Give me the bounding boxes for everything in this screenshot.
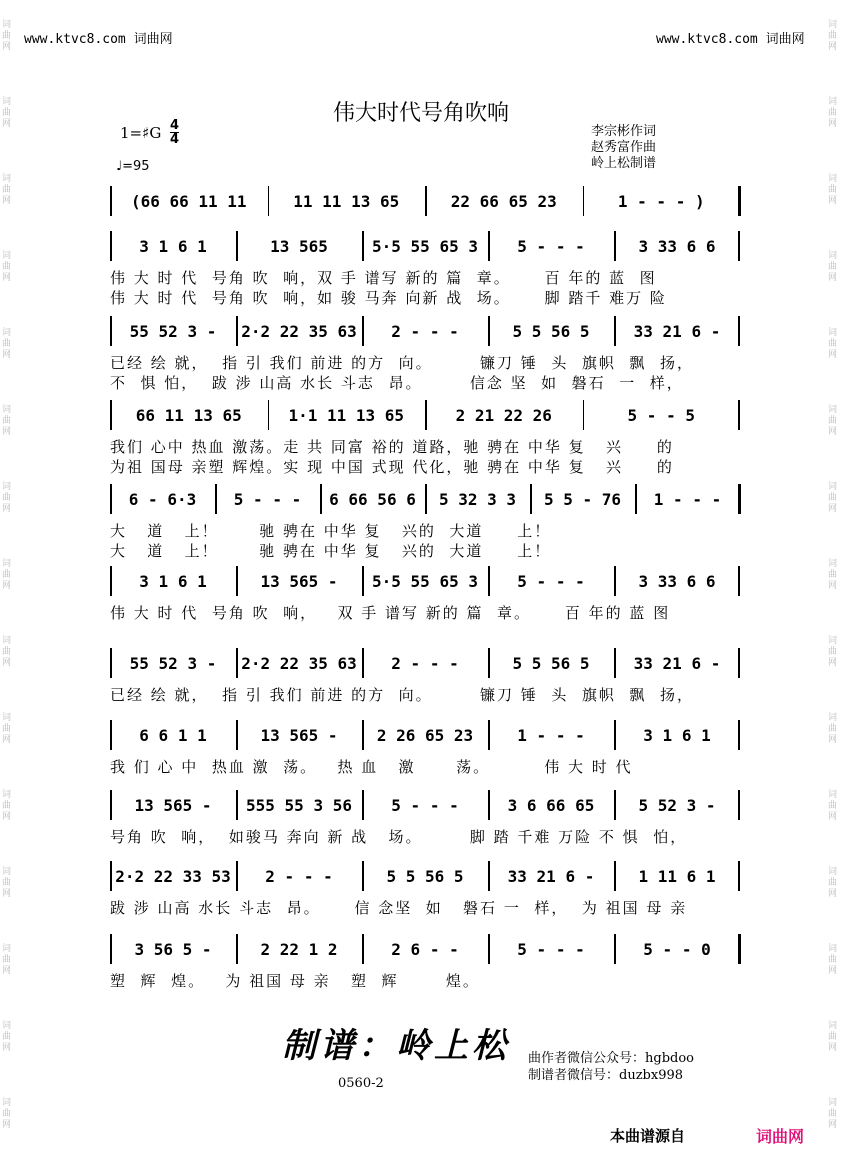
watermark-text: 词曲网: [2, 636, 12, 668]
score-code: 0560-2: [338, 1076, 384, 1091]
bar-line: [236, 566, 238, 596]
score-system: [110, 566, 740, 596]
bar-line: [110, 316, 112, 346]
bar-line: [488, 720, 490, 750]
watermark-text: 词曲网: [828, 1021, 838, 1053]
time-signature-bottom: 4: [170, 132, 180, 147]
bar-line: [635, 484, 637, 514]
bar-line: [362, 566, 364, 596]
measure: 5 32 3 3: [438, 489, 517, 509]
watermark-text: 词曲网: [2, 867, 12, 899]
bar-line: [614, 934, 616, 964]
score-system: [110, 231, 740, 261]
measure: 2·2 22 35 63: [241, 321, 357, 341]
song-title: 伟大时代号角吹响: [332, 101, 509, 126]
measure: 5 - - -: [517, 571, 585, 591]
watermark-text: 词曲网: [828, 20, 838, 52]
bar-line: [738, 790, 740, 820]
measure: 66 11 13 65: [135, 405, 242, 425]
measure: 3 1 6 1: [139, 571, 207, 591]
watermark-text: 词曲网: [2, 328, 12, 360]
bar-line: [236, 316, 238, 346]
bar-line: [488, 648, 490, 678]
score-system: [110, 861, 740, 891]
bar-line: [614, 720, 616, 750]
measure: 2 6 - -: [391, 939, 459, 959]
score-system: [110, 720, 740, 750]
bar-line: [110, 400, 112, 430]
watermark-text: 词曲网: [828, 328, 838, 360]
bar-line: [320, 484, 322, 514]
lyric-line: 大 道 上！ 驰 骋在 中华 复 兴的 大道 上！: [110, 542, 552, 560]
measure: 1 11 6 1: [638, 866, 716, 886]
watermark-text: 词曲网: [828, 636, 838, 668]
watermark-text: 词曲网: [2, 790, 12, 822]
measure: 13 565 -: [260, 725, 338, 745]
bar-line: [425, 186, 427, 216]
composer-credit: 赵秀富作曲: [591, 140, 657, 155]
measure: 13 565: [270, 236, 328, 256]
bar-line: [268, 186, 270, 216]
watermark-text: 词曲网: [2, 1098, 12, 1130]
lyric-line: 塑 辉 煌。 为 祖国 母 亲 塑 辉 煌。: [110, 972, 480, 990]
watermark-text: 词曲网: [2, 405, 12, 437]
bar-line: [738, 566, 740, 596]
lyric-line: 我们 心中 热血 激荡。走 共 同富 裕的 道路，驰 骋在 中华 复 兴 的: [110, 438, 674, 456]
bar-line: [488, 566, 490, 596]
bar-line: [236, 231, 238, 261]
measure: 5 - - -: [391, 795, 459, 815]
bar-line: [110, 566, 112, 596]
measure: 1·1 11 13 65: [288, 405, 405, 425]
bar-line: [215, 484, 217, 514]
measure: 5·5 55 65 3: [372, 236, 478, 256]
watermark-text: 词曲网: [828, 97, 838, 129]
bar-line: [110, 861, 112, 891]
bar-line: [110, 648, 112, 678]
watermark-text: 词曲网: [828, 405, 838, 437]
bar-line: [614, 790, 616, 820]
measure: 5 - - -: [517, 939, 585, 959]
arranger-credit: 岭上松制谱: [591, 156, 657, 171]
measure: 3 56 5 -: [134, 939, 212, 959]
bar-line: [738, 861, 740, 891]
bar-line: [488, 231, 490, 261]
measure: 5 - - -: [233, 489, 302, 509]
score-system: [110, 934, 740, 964]
measure: 2·2 22 35 63: [241, 653, 357, 673]
bar-line: [362, 316, 364, 346]
score-system: [110, 400, 740, 430]
bar-line: [110, 790, 112, 820]
score-system: [110, 316, 740, 346]
measure: 2 - - -: [391, 653, 459, 673]
measure: 5 - - -: [517, 236, 585, 256]
measure: 5 52 3 -: [638, 795, 716, 815]
bar-line: [614, 231, 616, 261]
measure: 2 26 65 23: [376, 725, 474, 745]
measure: 555 55 3 56: [246, 795, 352, 815]
score-system: [110, 484, 740, 514]
measure: 6 - 6·3: [128, 489, 197, 509]
measure: 3 1 6 1: [643, 725, 711, 745]
time-signature: [170, 119, 179, 146]
bar-line: [110, 186, 112, 216]
lyric-line: 已经 绘 就， 指 引 我们 前进 的方 向。 镰刀 锤 头 旗帜 飘 扬，: [110, 686, 694, 704]
measure: 13 565 -: [134, 795, 212, 815]
bar-line: [614, 861, 616, 891]
measure: 3 33 6 6: [638, 236, 716, 256]
header-right: www.ktvc8.com 词曲网: [656, 32, 805, 47]
watermark-text: 词曲网: [2, 713, 12, 745]
lyricist-credit: 李宗彬作词: [591, 124, 657, 139]
bar-line: [362, 648, 364, 678]
watermark-text: 词曲网: [828, 174, 838, 206]
measure: 2·2 22 33 53: [115, 866, 231, 886]
measure: 3 33 6 6: [638, 571, 716, 591]
bar-line: [614, 316, 616, 346]
lyric-line: 跋 涉 山高 水长 斗志 昂。 信 念坚 如 磐石 一 样， 为 祖国 母 亲: [110, 899, 688, 917]
bar-line: [236, 934, 238, 964]
bar-line: [488, 316, 490, 346]
bar-line: [488, 790, 490, 820]
bar-line: [110, 720, 112, 750]
watermark-text: 词曲网: [2, 251, 12, 283]
arranger-signature: 制谱：岭上松: [282, 1026, 510, 1066]
bar-line: [110, 484, 112, 514]
measure: 55 52 3 -: [129, 321, 217, 341]
measure: 33 21 6 -: [633, 653, 721, 673]
measure: 2 21 22 26: [455, 405, 552, 425]
measure: 1 - - -: [653, 489, 722, 509]
bar-line: [614, 648, 616, 678]
arranger-contact: 制谱者微信号：duzbx998: [528, 1068, 684, 1083]
measure: 1 - - -: [517, 725, 585, 745]
lyric-line: 伟 大 时 代 号角 吹 响， 双 手 谱写 新的 篇 章。 百 年的 蓝 图: [110, 604, 671, 622]
measure: 5 - - 0: [643, 939, 711, 959]
watermark-text: 词曲网: [2, 559, 12, 591]
measure: 5·5 55 65 3: [372, 571, 478, 591]
lyric-line: 大 道 上！ 驰 骋在 中华 复 兴的 大道 上！: [110, 522, 552, 540]
lyric-line: 已经 绘 就， 指 引 我们 前进 的方 向。 镰刀 锤 头 旗帜 飘 扬，: [110, 354, 694, 372]
measure: 2 - - -: [391, 321, 459, 341]
bar-line: [110, 231, 112, 261]
measure: 33 21 6 -: [507, 866, 595, 886]
composer-contact: 曲作者微信公众号：hgbdoo: [528, 1051, 694, 1066]
measure: 13 565 -: [260, 571, 338, 591]
bar-line: [614, 566, 616, 596]
measure: 5 5 56 5: [386, 866, 464, 886]
watermark-text: 词曲网: [828, 1098, 838, 1130]
measure: 22 66 65 23: [450, 191, 557, 211]
bar-line: [530, 484, 532, 514]
measure: 5 5 56 5: [512, 321, 590, 341]
measure: 3 1 6 1: [139, 236, 207, 256]
tempo-marking: ♩=95: [116, 159, 150, 174]
bar-line: [236, 790, 238, 820]
bar-line: [583, 186, 585, 216]
bar-line: [236, 648, 238, 678]
bar-line: [268, 400, 270, 430]
watermark-text: 词曲网: [2, 482, 12, 514]
measure: 5 - - 5: [627, 405, 695, 425]
bar-line: [738, 720, 740, 750]
measure: (66 66 11 11: [130, 191, 247, 211]
watermark-text: 词曲网: [828, 251, 838, 283]
bar-line: [362, 790, 364, 820]
watermark-text: 词曲网: [828, 867, 838, 899]
time-signature-top: 4: [170, 118, 180, 133]
source-label: 本曲谱源自: [610, 1127, 686, 1145]
bar-line: [425, 400, 427, 430]
measure: 1 - - - ): [617, 191, 705, 211]
measure: 55 52 3 -: [129, 653, 217, 673]
watermark-text: 词曲网: [828, 713, 838, 745]
bar-line: [738, 400, 740, 430]
bar-line: [488, 934, 490, 964]
bar-line: [738, 484, 741, 514]
bar-line: [236, 720, 238, 750]
measure: 2 22 1 2: [260, 939, 338, 959]
brand-logo[interactable]: 词曲网: [756, 1127, 805, 1146]
measure: 6 6 1 1: [139, 725, 207, 745]
measure: 11 11 13 65: [293, 191, 400, 211]
score-system: [110, 648, 740, 678]
score-system: [110, 186, 740, 216]
bar-line: [110, 934, 112, 964]
bar-line: [236, 861, 238, 891]
bar-line: [362, 231, 364, 261]
header-left: www.ktvc8.com 词曲网: [24, 32, 173, 47]
measure: 3 6 66 65: [507, 795, 595, 815]
score-system: [110, 790, 740, 820]
watermark-text: 词曲网: [828, 482, 838, 514]
bar-line: [425, 484, 427, 514]
bar-line: [738, 648, 740, 678]
lyric-line: 伟 大 时 代 号角 吹 响，双 手 谱写 新的 篇 章。 百 年的 蓝 图: [110, 269, 657, 287]
watermark-text: 词曲网: [828, 790, 838, 822]
lyric-line: 伟 大 时 代 号角 吹 响，如 骏 马奔 向新 战 场。 脚 踏千 难万 险: [110, 289, 667, 307]
watermark-text: 词曲网: [828, 559, 838, 591]
bar-line: [362, 720, 364, 750]
lyric-line: 不 惧 怕， 跋 涉 山高 水长 斗志 昂。 信念 坚 如 磐石 一 样，: [110, 374, 684, 392]
watermark-text: 词曲网: [2, 174, 12, 206]
measure: 5 5 - 76: [543, 489, 622, 509]
bar-line: [738, 934, 741, 964]
key-signature: 1=♯G: [120, 124, 162, 142]
lyric-line: 为祖 国母 亲塑 辉煌。实 现 中国 式现 代化，驰 骋在 中华 复 兴 的: [110, 458, 674, 476]
measure: 2 - - -: [265, 866, 333, 886]
watermark-text: 词曲网: [2, 944, 12, 976]
measure: 6 66 56 6: [329, 489, 416, 509]
bar-line: [488, 861, 490, 891]
watermark-text: 词曲网: [2, 20, 12, 52]
lyric-line: 号角 吹 响， 如骏马 奔向 新 战 场。 脚 踏 千难 万险 不 惧 怕，: [110, 828, 688, 846]
measure: 33 21 6 -: [633, 321, 721, 341]
watermark-text: 词曲网: [2, 1021, 12, 1053]
bar-line: [738, 186, 741, 216]
bar-line: [738, 316, 740, 346]
measure: 5 5 56 5: [512, 653, 590, 673]
watermark-text: 词曲网: [2, 97, 12, 129]
bar-line: [583, 400, 585, 430]
bar-line: [362, 861, 364, 891]
lyric-line: 我 们 心 中 热血 激 荡。 热 血 激 荡。 伟 大 时 代: [110, 758, 633, 776]
bar-line: [738, 231, 740, 261]
bar-line: [362, 934, 364, 964]
watermark-text: 词曲网: [828, 944, 838, 976]
